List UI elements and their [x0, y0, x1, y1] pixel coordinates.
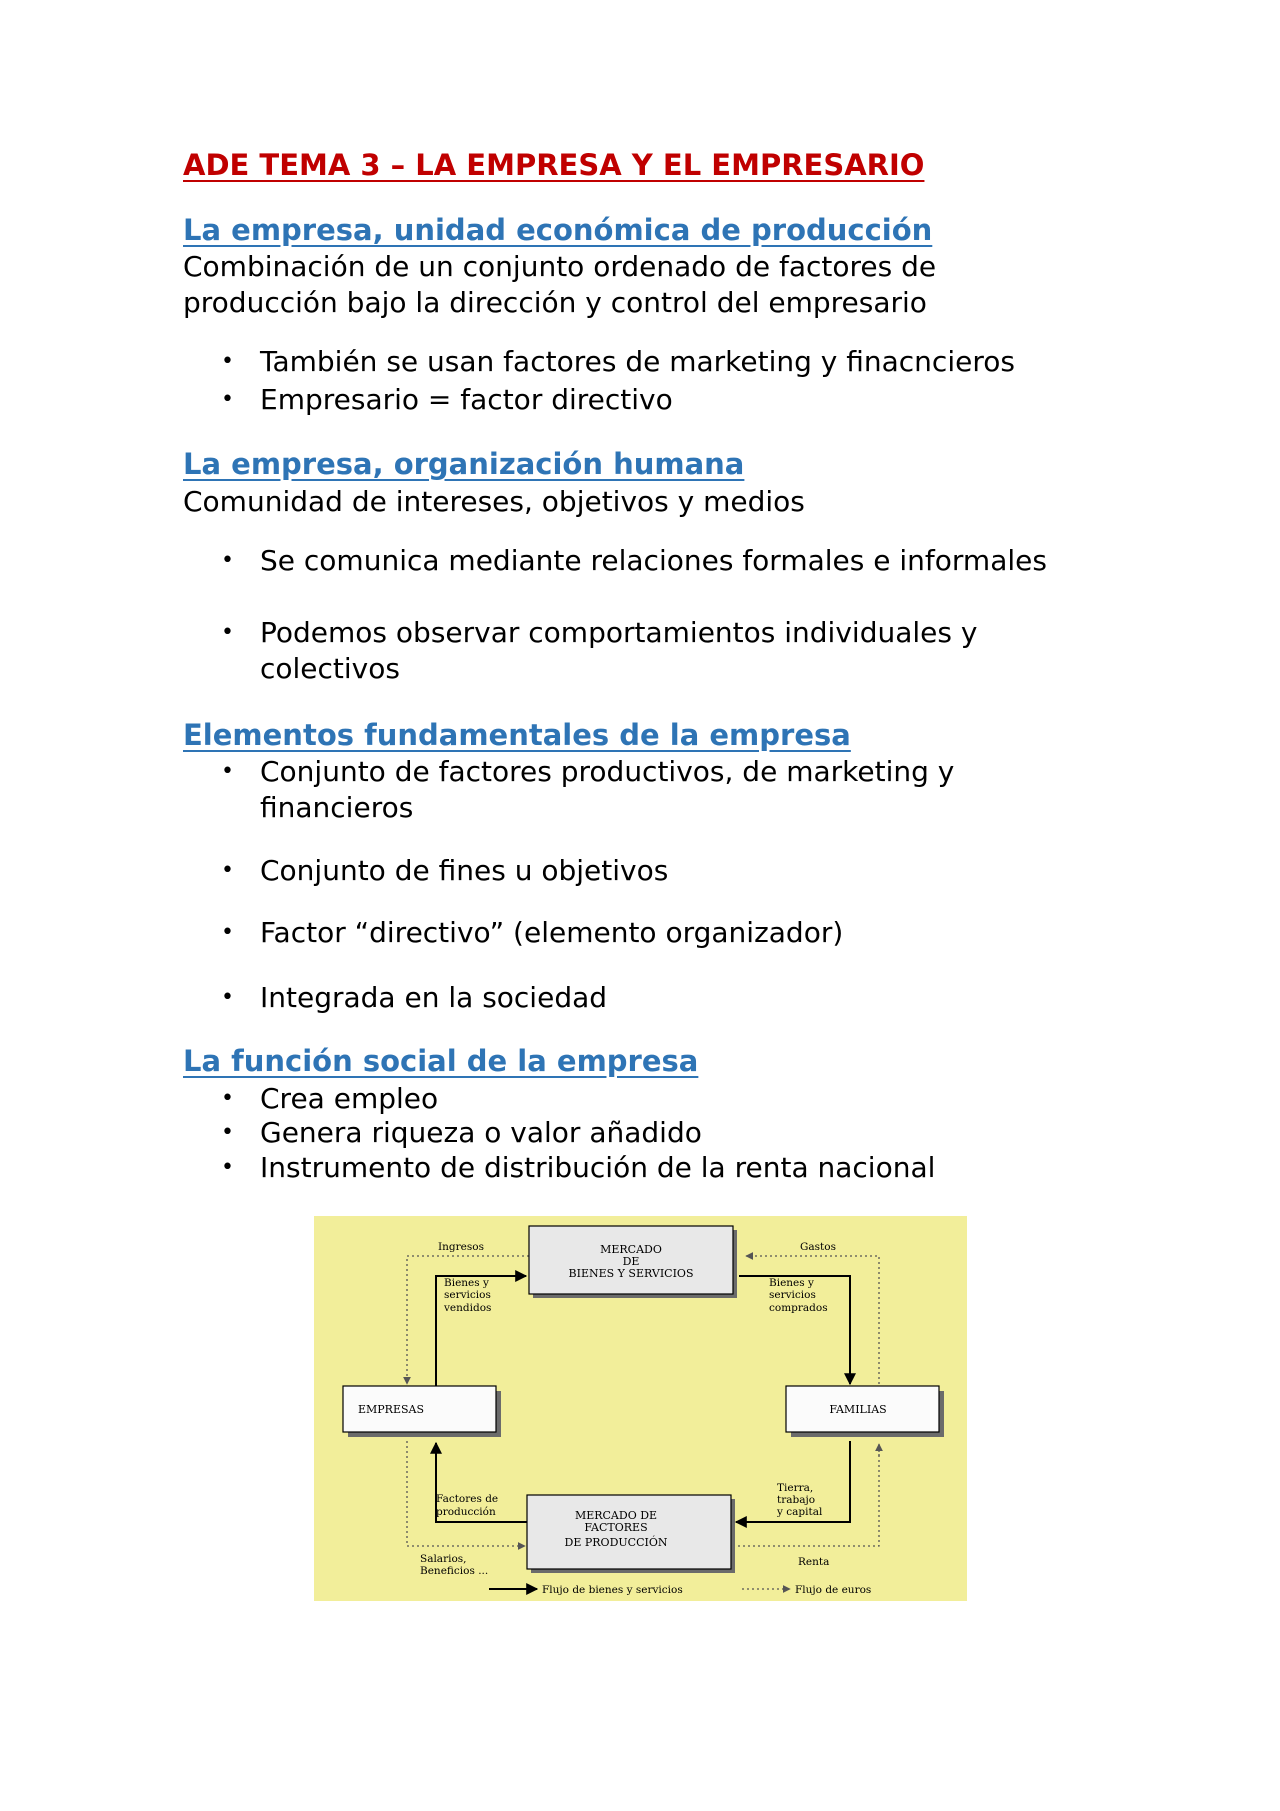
bienes-vendidos-line-3: vendidos	[444, 1302, 492, 1314]
bullet-icon: •	[221, 387, 234, 412]
legend-bienes-label: Flujo de bienes y servicios	[542, 1584, 683, 1596]
bullet-icon: •	[221, 1086, 234, 1111]
section-text-unidad-economica: Combinación de un conjunto ordenado de factores de producción bajo la dirección y control del empresario	[183, 250, 937, 319]
renta-label: Renta	[798, 1556, 830, 1568]
empresas-box	[343, 1386, 501, 1437]
list-item-text: Podemos observar comportamientos individuales y colectivos	[260, 616, 978, 685]
list-item-text: Integrada en la sociedad	[260, 981, 608, 1014]
list-item-text: Empresario = factor directivo	[260, 383, 673, 416]
tierra-line-2: trabajo	[777, 1494, 816, 1506]
factores-produccion-line-2: producción	[436, 1506, 496, 1518]
tierra-line-1: Tierra,	[777, 1482, 814, 1494]
section-heading-elementos-fundamentales: Elementos fundamentales de la empresa	[183, 718, 851, 752]
list-item-text: Se comunica mediante relaciones formales e informales	[260, 544, 1047, 577]
bullet-icon: •	[221, 920, 234, 945]
section-heading-organizacion-humana: La empresa, organización humana	[183, 447, 745, 481]
document-title: ADE TEMA 3 – LA EMPRESA Y EL EMPRESARIO	[183, 148, 925, 182]
mercado-factores-line-1: MERCADO DE	[574, 1509, 658, 1522]
bullet-icon: •	[221, 1155, 234, 1180]
list-item-text: Genera riqueza o valor añadido	[260, 1116, 702, 1149]
list-item-text: Factor “directivo” (elemento organizador)	[260, 916, 844, 949]
section-text-organizacion-humana: Comunidad de intereses, objetivos y medios	[183, 485, 805, 518]
mercado-bienes-line-2: DE	[622, 1255, 640, 1268]
bullet-icon: •	[221, 620, 234, 645]
salarios-line-1: Salarios,	[420, 1553, 467, 1565]
bullet-icon: •	[221, 858, 234, 883]
circular-flow-diagram	[314, 1216, 967, 1601]
mercado-bienes-box	[529, 1226, 737, 1298]
bienes-comprados-line-3: comprados	[769, 1302, 828, 1314]
tierra-line-3: y capital	[777, 1506, 823, 1518]
mercado-bienes-line-3: BIENES Y SERVICIOS	[568, 1267, 694, 1280]
list-item-text: Conjunto de factores productivos, de marketing y financieros	[260, 755, 955, 824]
bullet-icon: •	[221, 1120, 234, 1145]
list-item-text: Conjunto de fines u objetivos	[260, 854, 669, 887]
gastos-label: Gastos	[800, 1241, 836, 1253]
bienes-vendidos-line-2: servicios	[444, 1289, 491, 1301]
bullet-icon: •	[221, 985, 234, 1010]
mercado-factores-line-2: FACTORES	[584, 1521, 648, 1534]
familias-label: FAMILIAS	[829, 1403, 887, 1416]
familias-box	[786, 1386, 944, 1437]
list-item-text: También se usan factores de marketing y finacncieros	[260, 345, 1015, 378]
diagram-legend	[489, 1584, 871, 1596]
section-heading-unidad-economica: La empresa, unidad económica de producción	[183, 213, 933, 247]
bienes-comprados-line-2: servicios	[769, 1289, 816, 1301]
mercado-factores-box	[527, 1495, 735, 1573]
empresas-label: EMPRESAS	[357, 1403, 425, 1416]
mercado-factores-line-3: DE PRODUCCIÓN	[564, 1536, 668, 1549]
bienes-vendidos-line-1: Bienes y	[444, 1277, 489, 1289]
section-heading-funcion-social: La función social de la empresa	[183, 1044, 699, 1078]
legend-euros-label: Flujo de euros	[795, 1584, 872, 1596]
bullet-icon: •	[221, 759, 234, 784]
bienes-comprados-line-1: Bienes y	[769, 1277, 814, 1289]
mercado-bienes-line-1: MERCADO	[600, 1243, 662, 1256]
bullet-icon: •	[221, 548, 234, 573]
salarios-line-2: Beneficios ...	[420, 1565, 489, 1577]
list-item-text: Instrumento de distribución de la renta nacional	[260, 1151, 936, 1184]
bullet-icon: •	[221, 349, 234, 374]
list-item-text: Crea empleo	[260, 1082, 439, 1115]
ingresos-label: Ingresos	[438, 1241, 484, 1253]
factores-produccion-line-1: Factores de	[436, 1493, 499, 1505]
